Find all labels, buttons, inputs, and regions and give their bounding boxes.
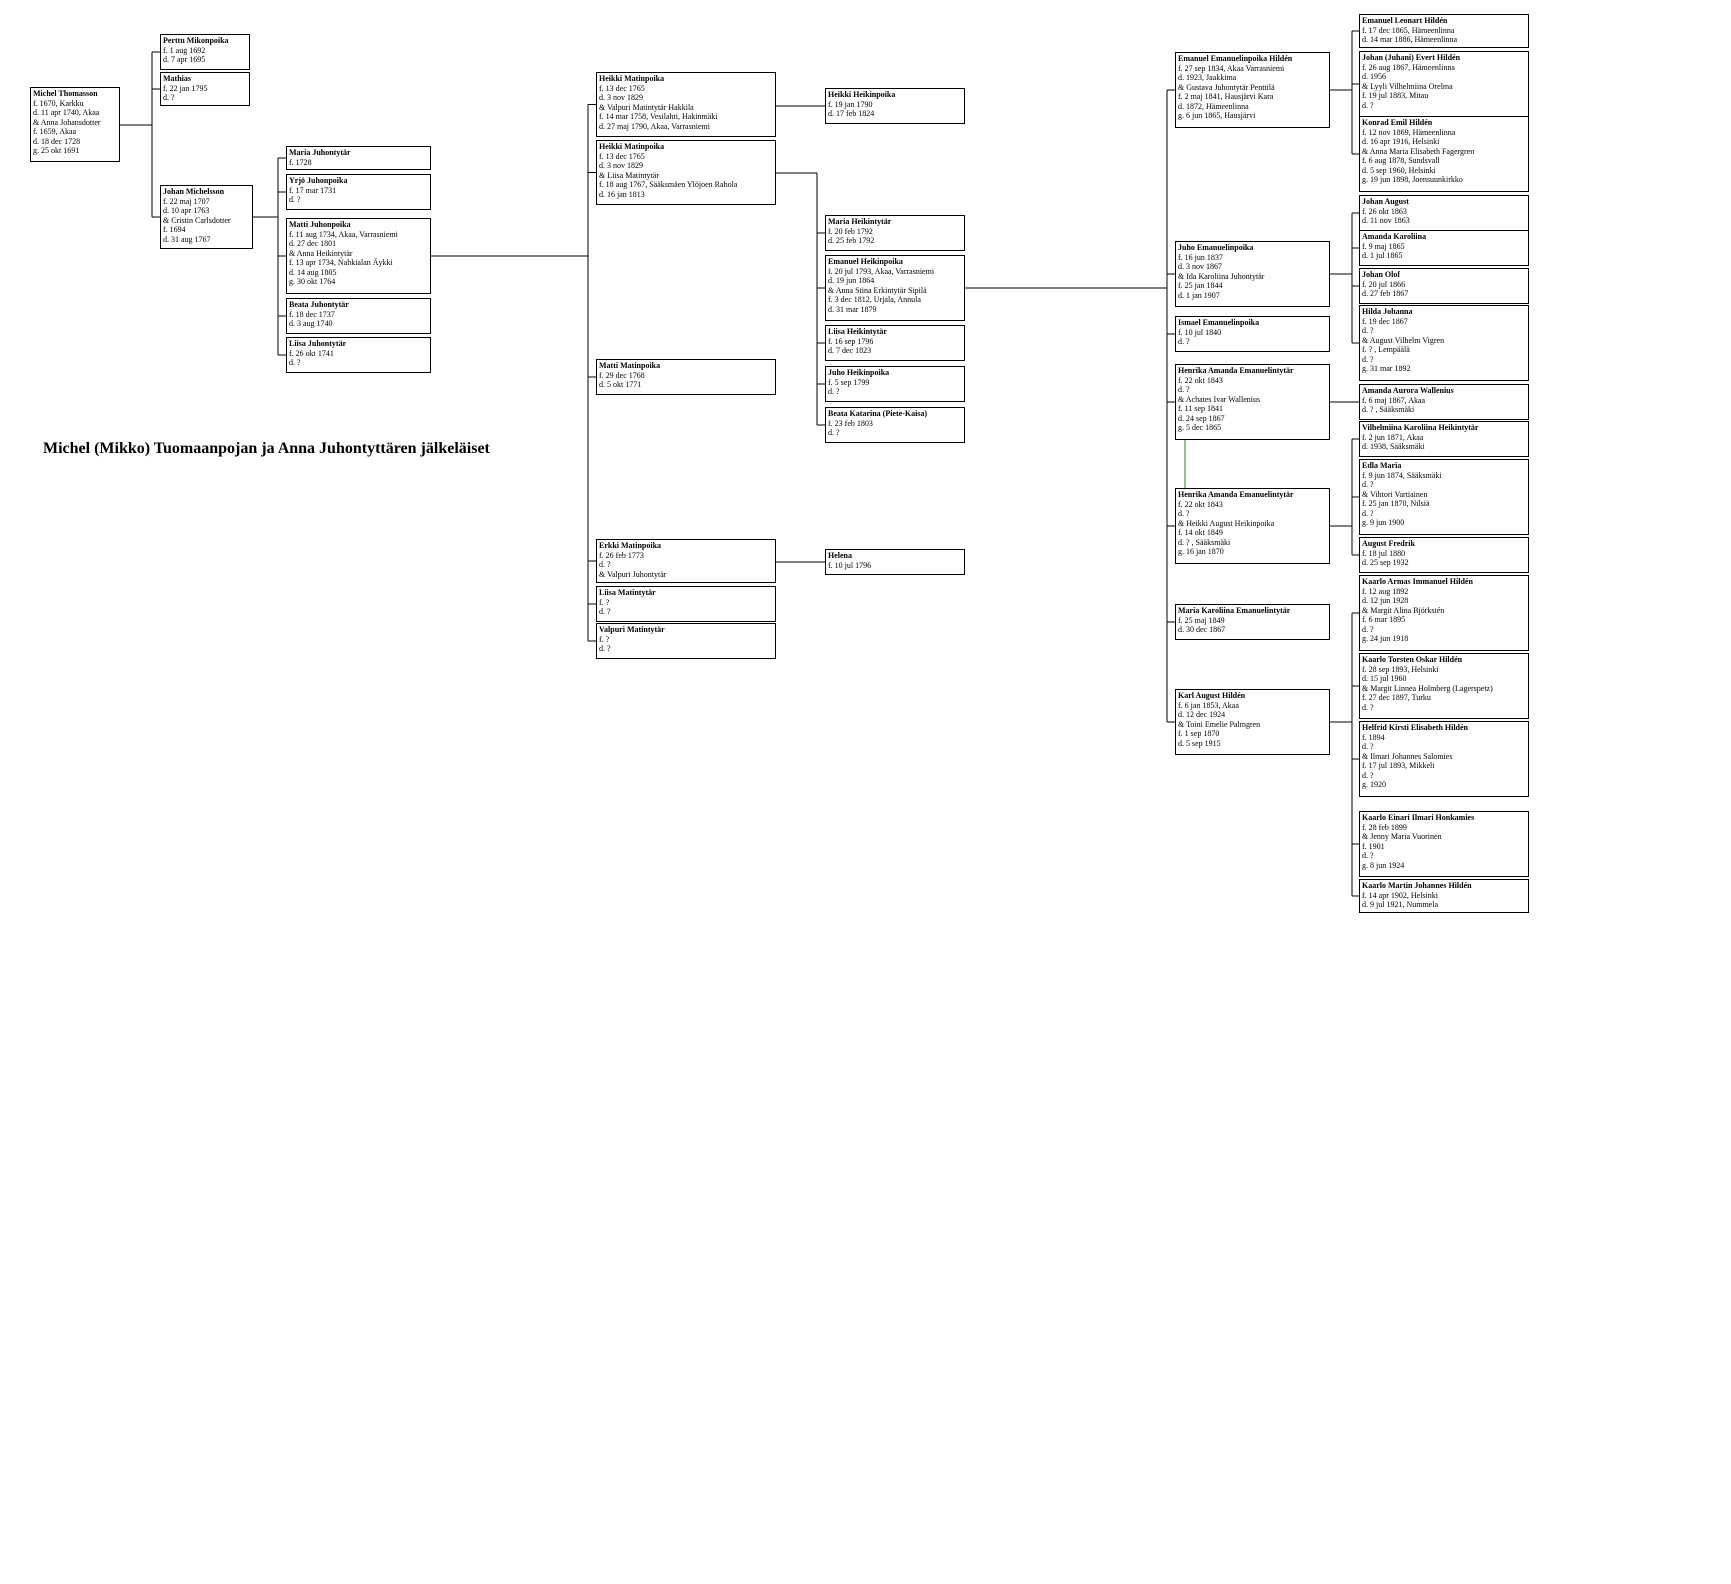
person-box-mariaJ[interactable] (286, 146, 431, 170)
person-name: Amanda Aurora Wallenius (1362, 386, 1454, 395)
person-detail: d. 14 aug 1805 (289, 267, 337, 277)
person-detail: f. 19 dec 1867 (1362, 316, 1408, 326)
person-detail: f. 1 sep 1870 (1178, 729, 1220, 738)
person-name: Ismael Emanuelinpoika (1178, 318, 1260, 327)
person-detail: & Valpuri Juhontytär (599, 569, 667, 579)
person-detail: g. 19 jun 1898, Joensuunkirkko (1362, 175, 1463, 184)
person-box-liisaH[interactable] (825, 325, 965, 361)
person-detail: & Lyyli Vilhelmiina Orelma (1362, 81, 1453, 91)
person-detail: f. 12 nov 1869, Hämeenlinna (1362, 127, 1456, 137)
person-detail: f. 23 feb 1803 (828, 418, 873, 428)
person-detail: f. 22 okt 1843 (1178, 499, 1223, 509)
person-box-emanuelH[interactable] (825, 255, 965, 321)
person-detail: f. 1894 (1362, 732, 1385, 742)
person-name: Johan Michelsson (163, 187, 225, 196)
person-detail: d. ? (599, 560, 611, 569)
person-box-valpuri[interactable] (596, 623, 776, 659)
person-detail: f. 9 maj 1865 (1362, 241, 1405, 251)
person-name: Helena (828, 551, 852, 560)
person-detail: d. 1 jul 1865 (1362, 251, 1403, 260)
person-box-heikki1[interactable] (596, 72, 776, 137)
person-box-johanO[interactable] (1359, 268, 1529, 304)
person-box-liisaM[interactable] (596, 586, 776, 622)
person-detail: f. 14 apr 1902, Helsinki (1362, 890, 1438, 900)
person-detail: f. 10 jul 1840 (1178, 327, 1222, 337)
person-detail: f. 1728 (289, 157, 312, 167)
person-detail: d. 5 okt 1771 (599, 380, 642, 389)
person-detail: f. 14 okt 1849 (1178, 528, 1223, 537)
person-detail: f. 13 dec 1765 (599, 151, 645, 161)
person-detail: d. 12 jun 1928 (1362, 596, 1409, 605)
person-name: Amanda Karoliina (1362, 232, 1427, 241)
person-box-hilda[interactable] (1359, 305, 1529, 381)
person-detail: f. 18 dec 1737 (289, 309, 335, 319)
person-detail: f. 22 jan 1795 (163, 83, 208, 93)
person-box-konrad[interactable] (1359, 116, 1529, 192)
person-name: Matti Matinpoika (599, 361, 661, 370)
person-detail: d. ? (1362, 770, 1374, 780)
person-detail: f. 6 aug 1878, Sundsvall (1362, 156, 1440, 165)
person-detail: d. 3 aug 1740 (289, 319, 333, 328)
person-name: Maria Karoliina Emanuelintytär (1178, 606, 1291, 615)
person-detail: & Liisa Matintytär (599, 170, 659, 180)
person-detail: & Vihtori Vartiainen (1362, 489, 1428, 499)
person-detail: f. 6 mar 1895 (1362, 615, 1406, 624)
person-box-mariaH[interactable] (825, 215, 965, 251)
person-name: Heikki Matinpoika (599, 74, 665, 83)
person-detail: & Cristin Carlsdotter (163, 215, 231, 225)
person-detail: f. 19 jul 1883, Mitau (1362, 91, 1429, 100)
person-detail: d. ? (1178, 509, 1190, 518)
person-detail: & Heikki August Heikinpoika (1178, 518, 1275, 528)
person-detail: f. 20 jul 1793, Akaa, Varrasniemi (828, 266, 935, 276)
person-name: Vilhelmiina Karoliina Heikintytär (1362, 423, 1479, 432)
person-detail: g. 5 dec 1865 (1178, 423, 1222, 432)
person-detail: f. 17 mar 1731 (289, 185, 337, 195)
person-name: Beata Juhontytär (289, 300, 349, 309)
person-name: Hilda Johanna (1362, 307, 1413, 316)
person-detail: f. 22 okt 1843 (1178, 375, 1223, 385)
person-box-emanuelL[interactable] (1359, 14, 1529, 48)
person-detail: d. ? (1362, 702, 1374, 712)
person-detail: & Margit Linnea Holmberg (Lagerspetz) (1362, 683, 1493, 693)
person-detail: f. 17 jul 1893, Mikkeli (1362, 761, 1435, 770)
person-box-henrika1[interactable] (1175, 364, 1330, 440)
person-box-helfrid[interactable] (1359, 721, 1529, 797)
person-detail: f. ? (599, 597, 610, 607)
person-box-heikki2[interactable] (596, 140, 776, 205)
person-detail: g. 24 jun 1918 (1362, 634, 1409, 643)
person-detail: g. 25 okt 1691 (33, 146, 80, 155)
person-detail: & Valpuri Matintytär Hakkila (599, 102, 694, 112)
person-box-johanJ[interactable] (1359, 51, 1529, 117)
person-detail: f. 11 sep 1841 (1178, 404, 1224, 413)
person-detail: d. 15 jul 1960 (1362, 674, 1407, 683)
person-detail: d. ? (1362, 742, 1374, 751)
person-detail: d. ? (289, 195, 301, 204)
person-detail: g. 6 jun 1865, Hausjärvi (1178, 111, 1256, 120)
person-detail: d. 27 dec 1801 (289, 239, 337, 248)
person-box-emanuelE[interactable] (1175, 52, 1330, 128)
person-box-perttu[interactable] (160, 34, 250, 70)
person-box-beataK[interactable] (825, 407, 965, 443)
person-detail: g. 9 jun 1900 (1362, 518, 1405, 527)
person-detail: d. 3 nov 1829 (599, 161, 643, 170)
person-name: August Fredrik (1362, 539, 1415, 548)
person-box-amandaK[interactable] (1359, 230, 1529, 266)
person-detail: f. 12 aug 1892 (1362, 586, 1409, 596)
person-box-kaarloE[interactable] (1359, 811, 1529, 877)
person-box-beata[interactable] (286, 298, 431, 334)
person-box-henrika2[interactable] (1175, 488, 1330, 564)
person-detail: d. 5 sep 1915 (1178, 738, 1221, 748)
person-name: Emanuel Leonart Hildén (1362, 16, 1448, 25)
person-detail: f. 6 maj 1867, Akaa (1362, 395, 1426, 405)
person-name: Johan Olof (1362, 270, 1401, 279)
person-detail: & Anna Stina Erkintytär Sipilä (828, 285, 927, 295)
person-detail: d. ? (1362, 624, 1374, 634)
person-detail: & Ida Karoliina Juhontytär (1178, 271, 1265, 281)
person-name: Maria Heikintytär (828, 217, 892, 226)
person-detail: f. 1694 (163, 225, 186, 234)
person-detail: f. 5 sep 1799 (828, 377, 870, 387)
person-detail: d. 25 sep 1932 (1362, 558, 1409, 567)
person-name: Liisa Juhontytär (289, 339, 347, 348)
person-detail: d. 5 sep 1960, Helsinki (1362, 165, 1436, 175)
person-detail: f. 26 okt 1741 (289, 348, 334, 358)
person-detail: d. 16 apr 1916, Helsinki (1362, 137, 1440, 146)
person-detail: & Margit Alina Björkstén (1362, 605, 1445, 615)
person-name: Kaarlo Armas Immanuel Hildén (1362, 577, 1473, 586)
person-detail: d. 3 nov 1829 (599, 93, 643, 102)
person-detail: d. ? (599, 644, 611, 653)
person-name: Juho Heikinpoika (828, 368, 890, 377)
person-detail: d. 1 jan 1907 (1178, 290, 1220, 300)
person-detail: f. 16 jun 1837 (1178, 252, 1223, 262)
person-detail: f. 26 aug 1867, Hämeenlinna (1362, 62, 1455, 72)
person-detail: f. ? , Lempäälä (1362, 345, 1410, 354)
person-name: Michel Thomasson (33, 89, 98, 98)
person-detail: d. ? (599, 607, 611, 616)
person-detail: f. 20 feb 1792 (828, 226, 873, 236)
person-box-michel[interactable] (30, 87, 120, 162)
person-box-kaarloT[interactable] (1359, 653, 1529, 719)
person-detail: f. 18 aug 1767, Sääksmäen Ylöjoen Rahola (599, 180, 738, 189)
person-detail: d. 14 mar 1886, Hämeenlinna (1362, 35, 1458, 44)
person-detail: d. ? (1362, 508, 1374, 518)
person-detail: d. 27 feb 1867 (1362, 289, 1409, 298)
person-detail: f. 26 okt 1863 (1362, 206, 1407, 216)
person-box-kaarloM[interactable] (1359, 879, 1529, 913)
person-name: Kaarlo Einari Ilmari Honkamies (1362, 813, 1475, 822)
person-box-liisaJ[interactable] (286, 337, 431, 373)
person-detail: d. 11 apr 1740, Akaa (33, 108, 100, 117)
person-detail: d. 19 jun 1864 (828, 276, 875, 285)
person-detail: f. 14 mar 1758, Vesilahti, Hakinmäki (599, 112, 718, 121)
person-box-juhoH[interactable] (825, 366, 965, 402)
person-box-helena[interactable] (825, 549, 965, 575)
person-detail: f. 1659, Akaa (33, 127, 77, 136)
person-detail: & Anna Heikintytär (289, 248, 353, 258)
person-name: Edla Maria (1362, 461, 1402, 470)
person-detail: f. 26 feb 1773 (599, 550, 644, 560)
person-detail: f. 17 dec 1865, Hämeenlinna (1362, 25, 1455, 35)
person-detail: d. ? (163, 93, 175, 102)
person-box-johanM[interactable] (160, 185, 253, 249)
person-detail: d. ? , Sääksmäki (1362, 405, 1415, 414)
person-detail: d. ? , Sääksmäki (1178, 537, 1231, 547)
person-detail: f. 9 jun 1874, Sääksmäki (1362, 470, 1442, 480)
person-detail: d. 11 nov 1863 (1362, 216, 1410, 225)
person-detail: f. 1901 (1362, 841, 1385, 851)
person-detail: d. ? (1362, 480, 1374, 489)
person-detail: g. 31 mar 1892 (1362, 364, 1411, 373)
person-detail: f. ? (599, 634, 610, 644)
person-detail: g. 16 jan 1870 (1178, 547, 1224, 556)
person-name: Johan (Juhani) Evert Hildén (1362, 53, 1461, 62)
person-detail: d. 25 feb 1792 (828, 236, 875, 245)
person-detail: d. 30 dec 1867 (1178, 625, 1226, 634)
person-detail: d. ? (1362, 100, 1374, 110)
person-name: Perttu Mikonpoika (163, 36, 229, 45)
person-detail: d. 7 apr 1695 (163, 55, 206, 64)
person-detail: & Gustava Juhontytär Penttilä (1178, 82, 1275, 92)
person-detail: f. 13 dec 1765 (599, 83, 645, 93)
person-name: Konrad Emil Hildén (1362, 118, 1433, 127)
person-detail: d. 31 mar 1879 (828, 304, 877, 314)
person-name: Mathias (163, 74, 191, 83)
person-detail: f. 11 aug 1734, Akaa, Varrasniemi (289, 229, 398, 239)
person-box-johanAug[interactable] (1359, 195, 1529, 231)
person-detail: & August Vilhelm Vigren (1362, 335, 1445, 345)
page-title: Michel (Mikko) Tuomaanpojan ja Anna Juhontyttären jälkeläiset (43, 440, 490, 457)
person-box-juhoE[interactable] (1175, 241, 1330, 307)
person-detail: f. 16 sep 1796 (828, 336, 874, 346)
person-detail: f. 1 aug 1692 (163, 45, 206, 55)
person-detail: d. 17 feb 1824 (828, 109, 875, 118)
person-detail: f. 1670, Karkku (33, 98, 84, 108)
person-detail: f. 27 sep 1834, Akaa Varrasniemi (1178, 63, 1285, 73)
person-detail: f. 10 jul 1796 (828, 560, 872, 570)
person-detail: d. ? (1178, 385, 1190, 394)
person-detail: & Toini Emelie Palmgren (1178, 719, 1261, 729)
person-detail: f. 3 dec 1812, Urjala, Annula (828, 295, 921, 304)
person-detail: d. ? (1178, 337, 1190, 346)
person-name: Liisa Heikintytär (828, 327, 887, 336)
person-box-ismael[interactable] (1175, 316, 1330, 352)
person-name: Liisa Matintytär (599, 588, 656, 597)
person-detail: f. 28 feb 1899 (1362, 822, 1407, 832)
person-name: Emanuel Emanuelinpoika Hildén (1178, 54, 1293, 63)
person-detail: g. 1920 (1362, 780, 1386, 789)
person-name: Heikki Heikinpoika (828, 90, 896, 99)
person-detail: f. 29 dec 1768 (599, 370, 645, 380)
person-detail: & Anna Maria Elisabeth Fagergren (1362, 146, 1475, 156)
person-detail: d. 7 dec 1823 (828, 346, 872, 355)
person-detail: d. ? (1362, 851, 1374, 860)
person-detail: f. 25 maj 1849 (1178, 615, 1225, 625)
person-box-karlA[interactable] (1175, 689, 1330, 755)
person-detail: f. 28 sep 1893, Helsinki (1362, 664, 1439, 674)
person-detail: d. 24 sep 1867 (1178, 413, 1225, 423)
person-detail: d. ? (1362, 354, 1374, 364)
person-detail: f. 25 jan 1844 (1178, 281, 1223, 290)
person-detail: d. 12 dec 1924 (1178, 710, 1226, 719)
person-detail: & Ilmari Johannes Salomies (1362, 751, 1453, 761)
person-detail: & Jenny Maria Vuorinen (1362, 832, 1442, 841)
person-name: Erkki Matinpoika (599, 541, 662, 550)
person-name: Henrika Amanda Emanuelintytär (1178, 366, 1294, 375)
person-box-mattiM[interactable] (596, 359, 776, 395)
person-detail: d. 9 jul 1921, Nummela (1362, 900, 1438, 909)
person-box-edla[interactable] (1359, 459, 1529, 535)
person-detail: f. 6 jan 1853, Akaa (1178, 700, 1239, 710)
person-detail: & Achates Ivar Wallenius (1178, 394, 1261, 404)
person-name: Matti Juhonpoika (289, 220, 351, 229)
person-box-yrjo[interactable] (286, 174, 431, 210)
person-detail: d. 31 aug 1767 (163, 234, 211, 244)
person-name: Juho Emanuelinpoika (1178, 243, 1254, 252)
person-detail: d. 18 dec 1728 (33, 136, 81, 146)
person-name: Emanuel Heikinpoika (828, 257, 903, 266)
person-detail: & Anna Johansdotter (33, 117, 101, 127)
person-detail: f. 19 jan 1790 (828, 99, 873, 109)
person-detail: d. 1956 (1362, 72, 1386, 81)
person-detail: d. 10 apr 1763 (163, 206, 210, 215)
person-detail: f. 22 maj 1707 (163, 196, 210, 206)
person-detail: d. ? (828, 428, 840, 437)
person-name: Johan August (1362, 197, 1409, 206)
person-detail: f. 27 dec 1897, Turku (1362, 693, 1431, 702)
person-box-amandaA[interactable] (1359, 384, 1529, 420)
person-name: Valpuri Matintytär (599, 625, 665, 634)
person-box-augustF[interactable] (1359, 537, 1529, 573)
person-detail: f. 20 jul 1866 (1362, 279, 1406, 289)
person-name: Yrjö Juhonpoika (289, 176, 348, 185)
person-detail: d. ? (1362, 326, 1374, 335)
person-detail: f. 18 jul 1880 (1362, 548, 1406, 558)
person-box-erkki[interactable] (596, 539, 776, 583)
person-name: Karl August Hildén (1178, 691, 1246, 700)
person-detail: f. 2 maj 1841, Hausjärvi Kara (1178, 92, 1274, 101)
person-detail: d. 1872, Hämeenlinna (1178, 101, 1249, 111)
person-detail: d. 1938, Sääksmäki (1362, 442, 1425, 451)
person-box-matti[interactable] (286, 218, 431, 294)
person-detail: d. 3 nov 1867 (1178, 262, 1222, 271)
person-detail: f. 2 jun 1871, Akaa (1362, 432, 1424, 442)
person-name: Kaarlo Martin Johannes Hildén (1362, 881, 1472, 890)
person-box-mariaK[interactable] (1175, 604, 1330, 640)
person-name: Heikki Matinpoika (599, 142, 665, 151)
person-detail: d. 16 jan 1813 (599, 189, 645, 199)
person-detail: d. ? (289, 358, 301, 367)
person-box-mathias[interactable] (160, 72, 250, 106)
person-name: Helfrid Kirsti Elisabeth Hildén (1362, 723, 1469, 732)
person-box-vilhelmiina[interactable] (1359, 421, 1529, 457)
person-detail: d. 27 maj 1790, Akaa, Varrasniemi (599, 121, 710, 131)
person-name: Beata Katarina (Piete-Kaisa) (828, 409, 928, 418)
person-name: Maria Juhontytär (289, 148, 351, 157)
person-box-heikkiH[interactable] (825, 88, 965, 124)
person-name: Kaarlo Torsten Oskar Hildén (1362, 655, 1463, 664)
person-box-kaarloA[interactable] (1359, 575, 1529, 651)
person-detail: g. 8 jun 1924 (1362, 860, 1405, 870)
person-detail: d. ? (828, 387, 840, 396)
person-name: Henrika Amanda Emanuelintytär (1178, 490, 1294, 499)
person-detail: f. 13 apr 1734, Nahkialan Äykki (289, 258, 393, 267)
person-detail: d. 1923, Jaakkima (1178, 73, 1237, 82)
person-detail: f. 25 jan 1870, Nilsiä (1362, 499, 1430, 508)
person-detail: g. 30 okt 1764 (289, 277, 336, 286)
